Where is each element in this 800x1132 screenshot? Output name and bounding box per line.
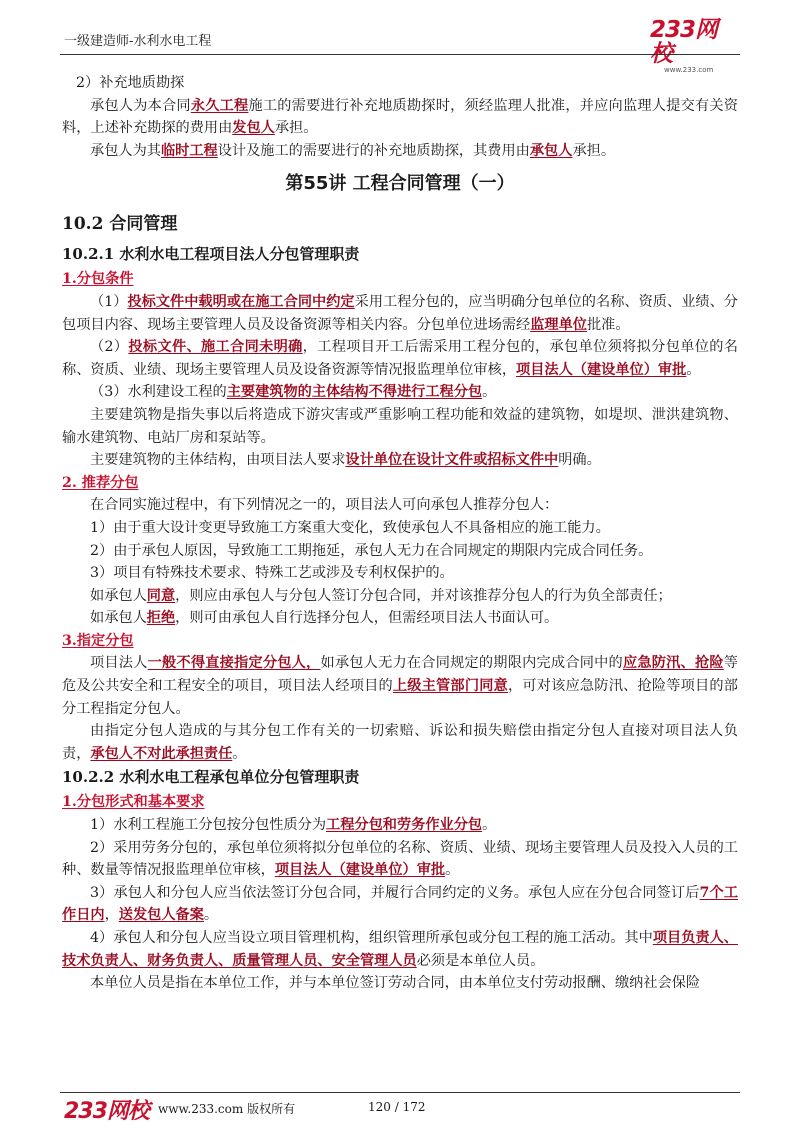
header-divider <box>60 54 740 55</box>
keyword: 主要建筑物的主体结构不得进行工程分包 <box>226 384 483 401</box>
item-heading: 1.分包条件 <box>62 271 134 288</box>
keyword: 项目负责人、技术负责人、财务负责人、质量管理人员、安全管理人员 <box>62 930 738 969</box>
page-body <box>62 72 738 995</box>
keyword: 承包人 <box>529 142 573 159</box>
page-number: 120 / 172 <box>368 1100 426 1114</box>
paragraph: 2）补充地质勘探 <box>76 75 185 91</box>
footer-copyright: www.233.com 版权所有 <box>158 1102 296 1116</box>
keyword: 应急防汛、抢险 <box>622 655 724 672</box>
keyword: 监理单位 <box>530 316 587 333</box>
keyword: 工程分包和劳务作业分包 <box>326 817 483 834</box>
lecture-title: 第55讲 工程合同管理（一） <box>285 173 515 195</box>
paragraph: （2）投标文件、施工合同未明确，工程项目开工后需采用工程分包的，承包单位须将拟分包单位的名称、资质、业绩、现场主要管理人员及设备资源等情况报监理单位审核，项目法人（建设单位）审批。 <box>62 339 738 378</box>
subsection-heading: 10.2.1 水利水电工程项目法人分包管理职责 <box>62 245 360 264</box>
paragraph: 4）承包人和分包人应当设立项目管理机构，组织管理所承包或分包工程的施工活动。其中项目负责人、技术负责人、财务负责人、质量管理人员、安全管理人员必须是本单位人员。 <box>62 930 738 969</box>
subsection-heading: 10.2.2 水利水电工程承包单位分包管理职责 <box>62 768 360 787</box>
keyword: 临时工程 <box>160 142 218 159</box>
paragraph: 3）项目有特殊技术要求、特殊工艺或涉及专利权保护的。 <box>90 565 454 582</box>
paragraph: 3）承包人和分包人应当依法签订分包合同，并履行合同约定的义务。承包人应在分包合同签订后7个工作日内，送发包人备案。 <box>62 884 739 924</box>
item-heading: 3.指定分包 <box>62 632 134 649</box>
keyword: 上级主管部门同意 <box>392 678 508 695</box>
keyword: 投标文件、施工合同未明确 <box>128 339 303 356</box>
keyword: 项目法人（建设单位）审批 <box>516 361 687 378</box>
brand-logo[interactable] <box>650 17 736 74</box>
item-heading: 2. 推荐分包 <box>62 474 139 491</box>
paragraph: 如承包人同意，则应由承包人与分包人签订分包合同，并对该推荐分包人的行为负全部责任； <box>90 587 672 604</box>
paragraph: 本单位人员是指在本单位工作，并与本单位签订劳动合同，由本单位支付劳动报酬、缴纳社会保险 <box>90 975 701 992</box>
paragraph: 2）由于承包人原因，导致施工工期拖延，承包人无力在合同规定的期限内完成合同任务。 <box>90 542 653 559</box>
keyword: 一般不得直接指定分包人， <box>147 655 321 672</box>
keyword: 项目法人（建设单位）审批 <box>274 862 446 879</box>
paragraph: 承包人为本合同永久工程施工的需要进行补充地质勘探时，须经监理人批准，并应向监理人提交有关资料，上述补充勘探的费用由发包人承担。 <box>62 97 738 137</box>
paragraph: 在合同实施过程中，有下列情况之一的，项目法人可向承包人推荐分包人： <box>90 497 559 514</box>
section-heading: 10.2 合同管理 <box>62 214 178 235</box>
keyword: 同意 <box>146 587 176 604</box>
paragraph: 2）采用劳务分包的，承包单位须将拟分包单位的名称、资质、业绩、现场主要管理人员及投入人员的工种、数量等情况报监理单位审核，项目法人（建设单位）审批。 <box>62 839 738 879</box>
logo-text: 233网校 <box>650 17 718 67</box>
footer-divider <box>60 1092 740 1093</box>
keyword: 永久工程 <box>190 97 249 114</box>
paragraph: （1）投标文件中载明或在施工合同中约定采用工程分包的，应当明确分包单位的名称、资质、业绩、分包项目内容、现场主要管理人员及设备资源等相关内容。分包单位进场需经监理单位批准。 <box>62 293 738 333</box>
paragraph: （3）水利建设工程的主要建筑物的主体结构不得进行工程分包。 <box>90 384 497 401</box>
paragraph: 如承包人拒绝，则可由承包人自行选择分包人，但需经项目法人书面认可。 <box>90 610 559 627</box>
keyword: 拒绝 <box>146 610 176 627</box>
paragraph: 项目法人一般不得直接指定分包人，如承包人无力在合同规定的期限内完成合同中的应急防汛、抢险等危及公共安全和工程安全的项目，项目法人经项目的上级主管部门同意，可对该应急防汛、抢险等项目的部分工程指定分包人。 <box>62 655 738 717</box>
paragraph: 1）由于重大设计变更导致施工方案重大变化，致使承包人不具备相应的施工能力。 <box>90 519 610 536</box>
keyword: 承包人不对此承担责任 <box>90 745 233 762</box>
paragraph: 1）水利工程施工分包按分包性质分为工程分包和劳务作业分包。 <box>90 817 497 834</box>
footer-logo[interactable]: 233网校 <box>64 1099 149 1124</box>
item-heading: 1.分包形式和基本要求 <box>62 794 205 811</box>
keyword: 7个工作日内 <box>62 884 739 924</box>
keyword: 投标文件中载明或在施工合同中约定 <box>127 293 355 310</box>
paragraph: 承包人为其临时工程设计及施工的需要进行的补充地质勘探，其费用由承包人承担。 <box>90 142 616 159</box>
keyword: 发包人 <box>232 120 275 137</box>
paragraph: 主要建筑物的主体结构，由项目法人要求设计单位在设计文件或招标文件中明确。 <box>90 452 601 469</box>
keyword: 送发包人备案 <box>118 907 204 924</box>
logo-url: www.233.com <box>664 66 714 74</box>
keyword: 设计单位在设计文件或招标文件中 <box>345 452 559 469</box>
header-title: 一级建造师-水利水电工程 <box>64 34 212 49</box>
paragraph: 由指定分包人造成的与其分包工作有关的一切索赔、诉讼和损失赔偿由指定分包人直接对项目法人负责，承包人不对此承担责任。 <box>62 723 738 762</box>
paragraph: 主要建筑物是指失事以后将造成下游灾害或严重影响工程功能和效益的建筑物，如堤坝、泄洪建筑物、输水建筑物、电站厂房和泵站等。 <box>62 406 738 446</box>
